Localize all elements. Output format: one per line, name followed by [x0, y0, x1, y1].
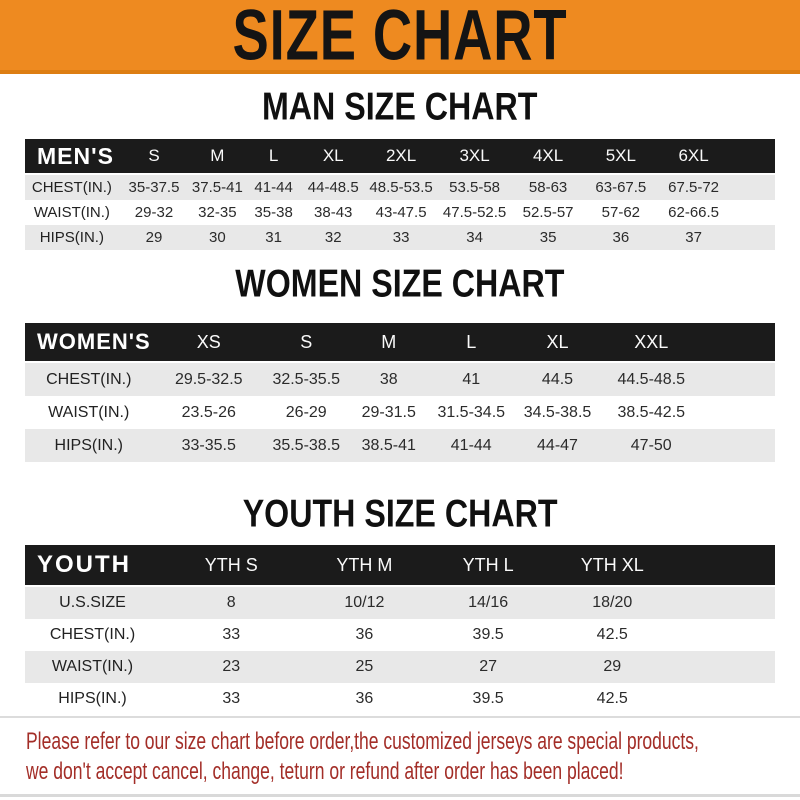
women-section	[0, 261, 800, 462]
size-cell: 67.5-72	[668, 179, 720, 196]
column-header: YTH S	[160, 545, 303, 586]
size-cell: 44.5	[541, 370, 574, 388]
footer-line-2: we don't accept cancel, change, teturn or refund after order has been placed!	[26, 758, 624, 785]
row-label: CHEST(IN.)	[49, 626, 136, 643]
row-label: U.S.SIZE	[59, 594, 126, 611]
size-cell: 18/20	[592, 594, 633, 611]
column-header: L	[245, 139, 301, 174]
row-label: CHEST(IN.)	[31, 179, 112, 196]
column-header: YTH XL	[550, 545, 675, 586]
spacer-cell	[700, 429, 775, 462]
youth-section	[0, 491, 800, 715]
size-cell: 23	[222, 658, 241, 675]
spacer-cell	[675, 586, 776, 619]
spacer-cell	[730, 200, 775, 225]
row-label: WAIST(IN.)	[33, 204, 110, 221]
spacer-cell	[675, 545, 776, 586]
table-row	[25, 619, 775, 651]
column-header: XS	[153, 323, 266, 362]
size-cell: 36	[355, 626, 374, 643]
header-row	[25, 323, 775, 362]
table-row	[25, 174, 775, 200]
banner	[0, 0, 800, 74]
size-cell: 41	[462, 370, 481, 388]
size-cell: 58-63	[528, 179, 568, 196]
size-cell: 41-44	[254, 179, 293, 196]
column-header: XL	[513, 323, 603, 362]
men-size-table	[25, 139, 775, 250]
table-row	[25, 683, 775, 715]
size-cell: 57-62	[601, 204, 641, 221]
size-cell: 38.5-42.5	[617, 403, 686, 421]
spacer-cell	[700, 362, 775, 396]
size-cell: 33	[392, 229, 410, 246]
spacer-cell	[700, 396, 775, 429]
size-cell: 42.5	[596, 690, 628, 707]
size-cell: 36	[612, 229, 630, 246]
women-size-table	[25, 323, 775, 462]
column-header: S	[119, 139, 189, 174]
table-row	[25, 225, 775, 250]
table-row	[25, 586, 775, 619]
size-cell: 33-35.5	[181, 436, 236, 454]
spacer-cell	[675, 651, 776, 683]
column-header: 5XL	[584, 139, 657, 174]
column-header: L	[430, 323, 513, 362]
header-row	[25, 545, 775, 586]
spacer-cell	[730, 174, 775, 200]
size-cell: 37.5-41	[191, 179, 243, 196]
column-header: XXL	[603, 323, 701, 362]
footer-note	[0, 718, 800, 787]
size-cell: 10/12	[344, 594, 385, 611]
size-cell: 47-50	[630, 436, 672, 454]
table-row	[25, 200, 775, 225]
row-label: HIPS(IN.)	[58, 690, 127, 707]
row-label: WAIST(IN.)	[48, 403, 130, 421]
column-header: YTH M	[303, 545, 427, 586]
table-row	[25, 362, 775, 396]
column-header: 3XL	[437, 139, 511, 174]
size-cell: 38	[379, 370, 398, 388]
table-row	[25, 429, 775, 462]
row-label: CHEST(IN.)	[46, 370, 132, 388]
size-cell: 39.5	[472, 690, 504, 707]
size-cell: 33	[222, 626, 241, 643]
spacer-cell	[675, 619, 776, 651]
size-cell: 35.5-38.5	[272, 436, 341, 454]
column-header: YTH L	[426, 545, 550, 586]
corner-label: MEN'S	[25, 139, 119, 174]
spacer-cell	[730, 139, 775, 174]
size-cell: 30	[209, 229, 226, 246]
corner-label: YOUTH	[25, 545, 160, 586]
row-label: WAIST(IN.)	[51, 658, 134, 675]
footer-line-1: Please refer to our size chart before order,the customized jerseys are special products,	[26, 728, 699, 755]
men-section-title-text: MAN SIZE CHART	[262, 84, 538, 129]
size-cell: 33	[222, 690, 241, 707]
table-row	[25, 651, 775, 683]
youth-section-title-text: YOUTH SIZE CHART	[242, 491, 558, 536]
size-cell: 39.5	[472, 626, 504, 643]
size-cell: 34	[466, 229, 483, 246]
size-cell: 14/16	[468, 594, 509, 611]
table-row	[25, 396, 775, 429]
row-label: HIPS(IN.)	[39, 229, 104, 246]
column-header: 4XL	[512, 139, 585, 174]
size-cell: 35	[539, 229, 557, 246]
size-cell: 8	[226, 594, 236, 611]
size-cell: 44-47	[537, 436, 578, 454]
size-cell: 32-35	[198, 204, 237, 221]
size-cell: 23.5-26	[181, 403, 236, 421]
header-row	[25, 139, 775, 174]
size-cell: 41-44	[450, 436, 492, 454]
bottom-edge-line	[0, 794, 800, 797]
size-cell: 44-48.5	[307, 179, 359, 196]
spacer-cell	[730, 225, 775, 250]
size-cell: 32	[324, 229, 342, 246]
size-cell: 63-67.5	[595, 179, 647, 196]
column-header: M	[189, 139, 245, 174]
size-cell: 29	[603, 658, 622, 675]
column-header: S	[265, 323, 348, 362]
size-cell: 37	[685, 229, 702, 246]
size-cell: 38-43	[314, 204, 353, 221]
youth-section-title	[0, 491, 800, 536]
corner-label: WOMEN'S	[25, 323, 153, 362]
size-cell: 38.5-41	[361, 436, 416, 454]
column-header: M	[348, 323, 431, 362]
size-cell: 42.5	[596, 626, 628, 643]
men-section	[0, 84, 800, 250]
column-header: 6XL	[657, 139, 730, 174]
women-section-title	[0, 261, 800, 306]
column-header: 2XL	[365, 139, 438, 174]
row-label: HIPS(IN.)	[54, 436, 123, 454]
size-cell: 34.5-38.5	[523, 403, 592, 421]
size-cell: 31.5-34.5	[437, 403, 506, 421]
size-cell: 29-31.5	[361, 403, 416, 421]
size-cell: 27	[479, 658, 498, 675]
men-section-title	[0, 84, 800, 129]
size-cell: 29	[145, 229, 163, 246]
size-cell: 53.5-58	[449, 179, 501, 196]
size-cell: 31	[265, 229, 282, 246]
size-cell: 29.5-32.5	[174, 370, 243, 388]
column-header: XL	[302, 139, 365, 174]
size-cell: 25	[355, 658, 374, 675]
size-cell: 48.5-53.5	[369, 179, 433, 196]
size-cell: 43-47.5	[375, 204, 427, 221]
size-cell: 44.5-48.5	[617, 370, 686, 388]
size-cell: 47.5-52.5	[442, 204, 507, 221]
banner-title: SIZE CHART	[232, 0, 568, 76]
size-cell: 35-37.5	[128, 179, 180, 196]
spacer-cell	[700, 323, 775, 362]
size-cell: 26-29	[285, 403, 327, 421]
size-cell: 35-38	[254, 204, 293, 221]
women-section-title-text: WOMEN SIZE CHART	[235, 261, 565, 306]
size-cell: 62-66.5	[668, 204, 720, 221]
size-cell: 52.5-57	[522, 204, 574, 221]
size-cell: 29-32	[134, 204, 174, 221]
spacer-cell	[675, 683, 776, 715]
size-cell: 36	[355, 690, 374, 707]
youth-size-table	[25, 545, 775, 715]
size-cell: 32.5-35.5	[272, 370, 341, 388]
